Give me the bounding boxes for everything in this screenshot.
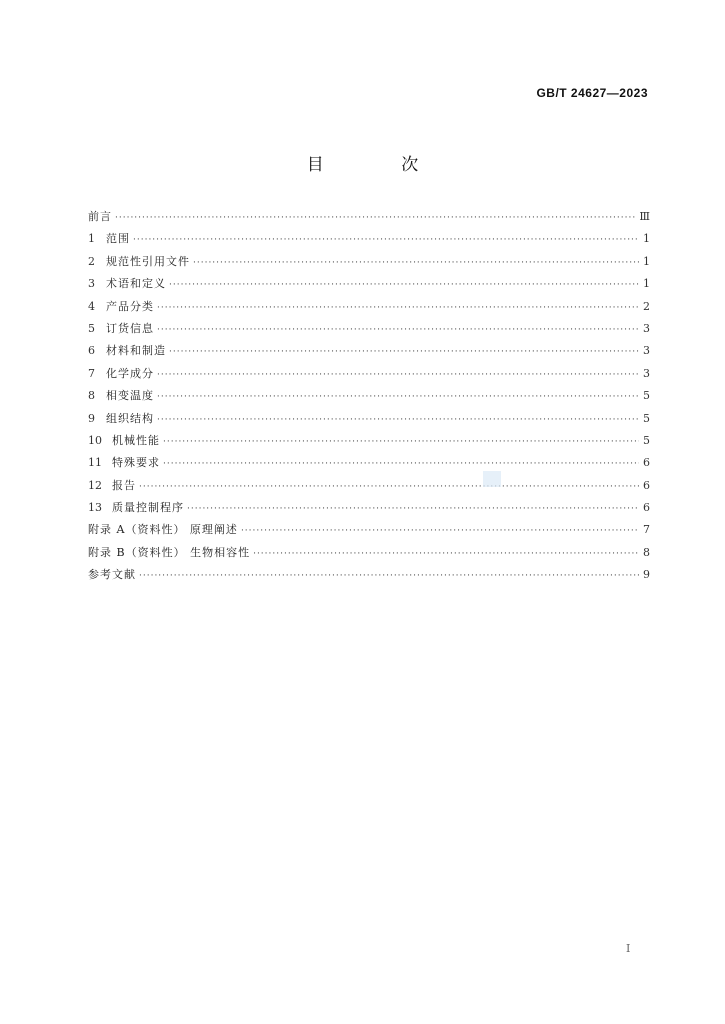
toc-label: 术语和定义 [106,277,166,291]
toc-entry-appendix-a[interactable] [88,519,650,541]
toc-label: 订货信息 [106,321,154,335]
toc-label: 相变温度 [106,389,154,403]
toc-entry-1[interactable] [88,228,650,250]
toc-number: 1 [88,232,95,246]
toc-page: 5 [643,411,650,425]
toc-number: 6 [88,344,95,358]
dot-leader [115,207,636,229]
table-of-contents [88,206,650,587]
toc-entry-9[interactable] [88,408,650,430]
toc-page: 1 [643,232,650,246]
toc-label: 报告 [112,478,136,492]
toc-page: 3 [643,321,650,335]
toc-label: 范围 [106,232,130,246]
standard-code: GB/T 24627—2023 [536,86,648,100]
toc-entry-foreword[interactable] [88,206,650,228]
dot-leader [169,341,639,363]
toc-page: 2 [643,299,650,313]
toc-label: 化学成分 [106,366,154,380]
toc-page: 5 [643,389,650,403]
toc-entry-6[interactable] [88,340,650,362]
toc-label: 机械性能 [112,433,160,447]
dot-leader [157,319,639,341]
toc-number: 2 [88,254,95,268]
toc-number: 12 [88,478,102,492]
dot-leader [169,274,639,296]
toc-entry-4[interactable] [88,296,650,318]
toc-number: 10 [88,433,102,447]
dot-leader [163,453,639,475]
dot-leader [139,476,639,498]
toc-page: 7 [643,523,650,537]
toc-entry-2[interactable] [88,251,650,273]
dot-leader [241,520,639,542]
toc-label: 特殊要求 [112,456,160,470]
toc-entry-appendix-b[interactable] [88,542,650,564]
toc-label: 材料和制造 [106,344,166,358]
dot-leader [163,431,639,453]
toc-entry-13[interactable] [88,497,650,519]
toc-page: 6 [643,501,650,515]
footer-page-number: I [626,942,631,955]
toc-number: 3 [88,277,95,291]
page-title: 目 次 [306,155,455,175]
toc-entry-8[interactable] [88,385,650,407]
dot-leader [157,364,639,386]
toc-label: 附录 A（资料性） 原理阐述 [88,523,238,537]
toc-page: 3 [643,366,650,380]
toc-page: 5 [643,433,650,447]
toc-entry-references[interactable] [88,564,650,586]
toc-page: 1 [643,277,650,291]
toc-page: 6 [643,456,650,470]
toc-number: 7 [88,366,95,380]
toc-label: 质量控制程序 [112,501,184,515]
dot-leader [187,498,639,520]
toc-page: 3 [643,344,650,358]
toc-page: Ⅲ [639,210,650,223]
toc-page: 9 [643,568,650,582]
toc-entry-7[interactable] [88,363,650,385]
toc-number: 11 [88,456,102,470]
toc-number: 13 [88,501,102,515]
toc-number: 5 [88,321,95,335]
toc-number: 4 [88,299,95,313]
toc-entry-10[interactable] [88,430,650,452]
toc-label: 附录 B（资料性） 生物相容性 [88,545,251,559]
toc-entry-11[interactable] [88,452,650,474]
toc-page: 1 [643,254,650,268]
toc-label: 组织结构 [106,411,154,425]
toc-label: 参考文献 [88,568,136,582]
dot-leader [253,543,639,565]
selection-highlight [483,471,501,487]
toc-number: 9 [88,411,95,425]
toc-number: 8 [88,389,95,403]
toc-entry-5[interactable] [88,318,650,340]
toc-label: 产品分类 [106,299,154,313]
dot-leader [157,409,639,431]
dot-leader [139,565,639,587]
toc-page: 8 [643,545,650,559]
dot-leader [193,252,639,274]
toc-entry-3[interactable] [88,273,650,295]
toc-page: 6 [643,478,650,492]
toc-label: 规范性引用文件 [106,254,190,268]
toc-label: 前言 [88,210,112,223]
toc-entry-12[interactable] [88,475,650,497]
dot-leader [157,297,639,319]
dot-leader [157,386,639,408]
dot-leader [133,229,639,251]
